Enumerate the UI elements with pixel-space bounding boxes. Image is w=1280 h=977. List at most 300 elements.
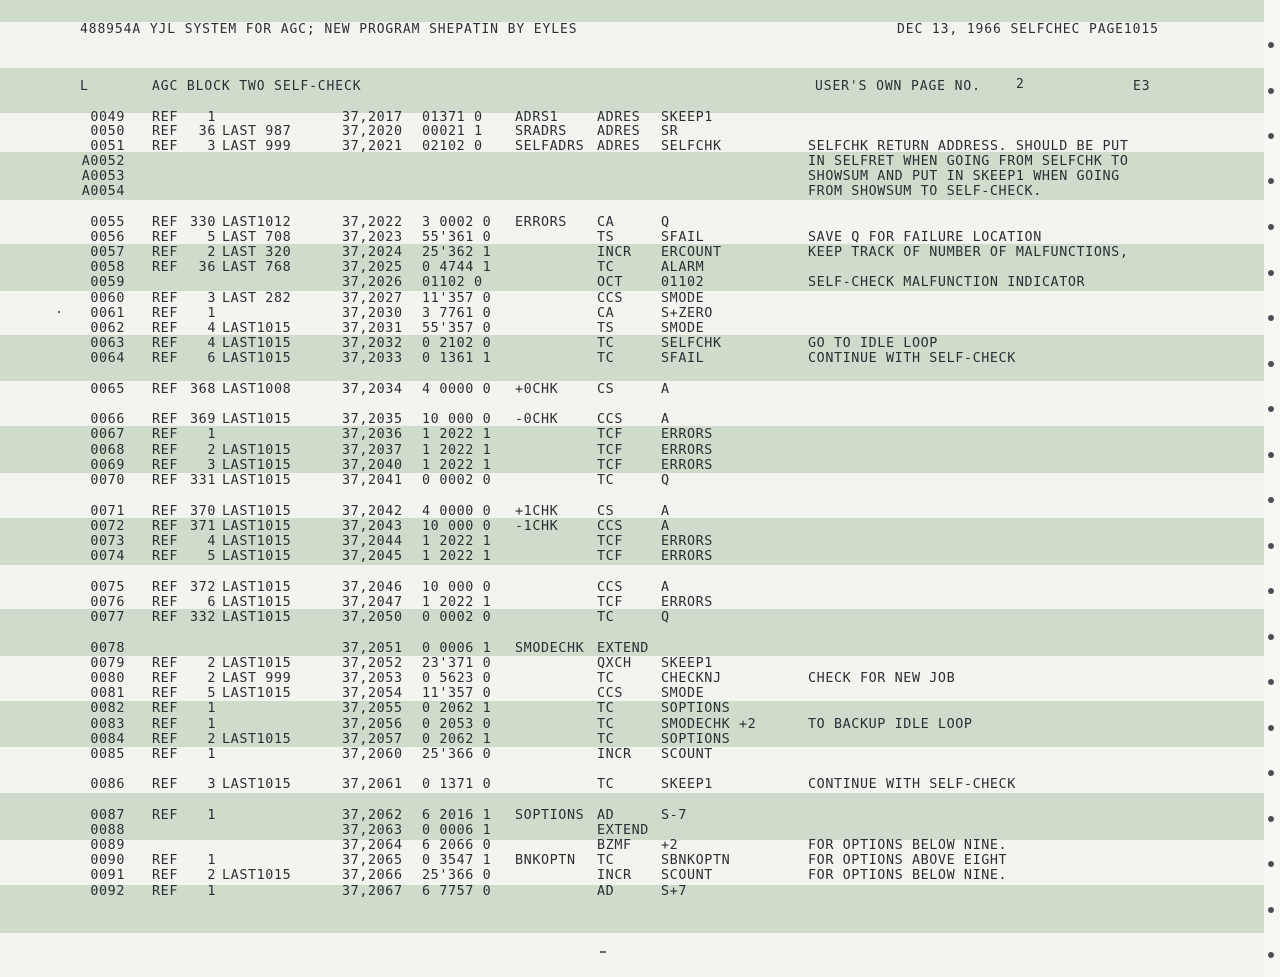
ref-keyword: REF — [152, 808, 178, 823]
opcode: EXTEND — [597, 641, 649, 656]
stray-mark — [58, 311, 60, 313]
memory-address: 37,2036 — [342, 427, 403, 442]
opcode: TC — [597, 701, 615, 716]
memory-address: 37,2044 — [342, 534, 403, 549]
memory-address: 37,2037 — [342, 443, 403, 458]
ref-count: 6 — [207, 351, 216, 366]
last-reference: LAST 999 — [222, 139, 292, 154]
last-reference: LAST1015 — [222, 610, 292, 625]
octal-value: 0 2053 0 — [422, 717, 492, 732]
symbol-label: SMODECHK — [515, 641, 585, 656]
operand: A — [661, 580, 670, 595]
opcode: TC — [597, 351, 615, 366]
line-number: A0052 — [81, 154, 125, 169]
octal-value: 25'366 0 — [422, 747, 492, 762]
memory-address: 37,2042 — [342, 504, 403, 519]
ref-count: 36 — [198, 124, 216, 139]
operand: ERRORS — [661, 595, 713, 610]
operand: ERRORS — [661, 549, 713, 564]
line-number: 0076 — [90, 595, 125, 610]
ref-keyword: REF — [152, 595, 178, 610]
last-reference: LAST1008 — [222, 382, 292, 397]
last-reference: LAST1015 — [222, 868, 292, 883]
last-reference: LAST1015 — [222, 534, 292, 549]
line-number: 0065 — [90, 382, 125, 397]
octal-value: 6 2066 0 — [422, 838, 492, 853]
operand: A — [661, 382, 670, 397]
operand: ERCOUNT — [661, 245, 722, 260]
ref-keyword: REF — [152, 519, 178, 534]
operand: Q — [661, 215, 670, 230]
ref-keyword: REF — [152, 610, 178, 625]
last-reference: LAST1015 — [222, 580, 292, 595]
line-number: 0062 — [90, 321, 125, 336]
page-header-right: DEC 13, 1966 SELFCHEC PAGE1015 — [897, 22, 1159, 37]
line-number: 0056 — [90, 230, 125, 245]
operand: SOPTIONS — [661, 701, 731, 716]
symbol-label: SOPTIONS — [515, 808, 585, 823]
operand: SR — [661, 124, 679, 139]
ref-count: 2 — [207, 732, 216, 747]
ref-count: 2 — [207, 245, 216, 260]
opcode: TC — [597, 732, 615, 747]
line-number: 0090 — [90, 853, 125, 868]
line-number: 0080 — [90, 671, 125, 686]
memory-address: 37,2026 — [342, 275, 403, 290]
operand: ALARM — [661, 260, 705, 275]
operand: SKEEP1 — [661, 110, 713, 125]
memory-address: 37,2063 — [342, 823, 403, 838]
comment: GO TO IDLE LOOP — [808, 336, 938, 351]
opcode: CS — [597, 382, 615, 397]
ref-count: 5 — [207, 686, 216, 701]
comment: SELF-CHECK MALFUNCTION INDICATOR — [808, 275, 1086, 290]
line-number: 0079 — [90, 656, 125, 671]
ref-keyword: REF — [152, 732, 178, 747]
memory-address: 37,2056 — [342, 717, 403, 732]
memory-address: 37,2021 — [342, 139, 403, 154]
memory-address: 37,2050 — [342, 610, 403, 625]
opcode: CS — [597, 504, 615, 519]
last-reference: LAST 768 — [222, 260, 292, 275]
octal-value: 3 7761 0 — [422, 306, 492, 321]
comment: CONTINUE WITH SELF-CHECK — [808, 351, 1016, 366]
opcode: TCF — [597, 549, 623, 564]
memory-address: 37,2027 — [342, 291, 403, 306]
octal-value: 0 2062 1 — [422, 701, 492, 716]
ref-count: 2 — [207, 656, 216, 671]
ref-keyword: REF — [152, 868, 178, 883]
memory-address: 37,2061 — [342, 777, 403, 792]
memory-address: 37,2052 — [342, 656, 403, 671]
octal-value: 0 3547 1 — [422, 853, 492, 868]
last-reference: LAST 987 — [222, 124, 292, 139]
operand: Q — [661, 473, 670, 488]
ref-count: 371 — [190, 519, 216, 534]
subheader-marker: L — [80, 79, 89, 94]
operand: SMODECHK +2 — [661, 717, 757, 732]
ref-count: 2 — [207, 671, 216, 686]
operand: ERRORS — [661, 534, 713, 549]
opcode: BZMF — [597, 838, 632, 853]
line-number: 0049 — [90, 110, 125, 125]
operand: S+7 — [661, 884, 687, 899]
line-number: 0082 — [90, 701, 125, 716]
ref-keyword: REF — [152, 382, 178, 397]
symbol-label: +0CHK — [515, 382, 559, 397]
symbol-label: +1CHK — [515, 504, 559, 519]
ref-keyword: REF — [152, 458, 178, 473]
ref-count: 3 — [207, 777, 216, 792]
last-reference: LAST1015 — [222, 473, 292, 488]
line-number: 0081 — [90, 686, 125, 701]
last-reference: LAST1012 — [222, 215, 292, 230]
octal-value: 00021 1 — [422, 124, 483, 139]
comment: IN SELFRET WHEN GOING FROM SELFCHK TO — [808, 154, 1129, 169]
operand: SKEEP1 — [661, 656, 713, 671]
octal-value: 0 2102 0 — [422, 336, 492, 351]
opcode: TC — [597, 473, 615, 488]
ref-keyword: REF — [152, 717, 178, 732]
ref-count: 2 — [207, 868, 216, 883]
operand: SFAIL — [661, 351, 705, 366]
ref-keyword: REF — [152, 139, 178, 154]
opcode: TC — [597, 717, 615, 732]
memory-address: 37,2057 — [342, 732, 403, 747]
comment: SHOWSUM AND PUT IN SKEEP1 WHEN GOING — [808, 169, 1120, 184]
memory-address: 37,2032 — [342, 336, 403, 351]
ref-count: 2 — [207, 443, 216, 458]
opcode: TCF — [597, 534, 623, 549]
operand: ERRORS — [661, 427, 713, 442]
octal-value: 3 0002 0 — [422, 215, 492, 230]
memory-address: 37,2066 — [342, 868, 403, 883]
line-number: 0061 — [90, 306, 125, 321]
ref-count: 6 — [207, 595, 216, 610]
line-number: 0086 — [90, 777, 125, 792]
line-number: 0088 — [90, 823, 125, 838]
operand: CHECKNJ — [661, 671, 722, 686]
ref-count: 368 — [190, 382, 216, 397]
ref-keyword: REF — [152, 260, 178, 275]
line-number: 0070 — [90, 473, 125, 488]
octal-value: 25'362 1 — [422, 245, 492, 260]
last-reference: LAST 999 — [222, 671, 292, 686]
operand: A — [661, 519, 670, 534]
line-number: 0058 — [90, 260, 125, 275]
last-reference: LAST1015 — [222, 549, 292, 564]
ref-keyword: REF — [152, 686, 178, 701]
line-number: 0083 — [90, 717, 125, 732]
last-reference: LAST 282 — [222, 291, 292, 306]
line-number: 0063 — [90, 336, 125, 351]
memory-address: 37,2045 — [342, 549, 403, 564]
octal-value: 11'357 0 — [422, 686, 492, 701]
ref-keyword: REF — [152, 671, 178, 686]
ref-count: 1 — [207, 717, 216, 732]
octal-value: 23'371 0 — [422, 656, 492, 671]
user-page-label: USER'S OWN PAGE NO. — [815, 79, 981, 94]
opcode: TC — [597, 777, 615, 792]
ref-count: 1 — [207, 747, 216, 762]
ref-keyword: REF — [152, 124, 178, 139]
opcode: OCT — [597, 275, 623, 290]
opcode: TC — [597, 671, 615, 686]
memory-address: 37,2062 — [342, 808, 403, 823]
symbol-label: ERRORS — [515, 215, 567, 230]
last-reference: LAST1015 — [222, 443, 292, 458]
opcode: INCR — [597, 747, 632, 762]
last-reference: LAST1015 — [222, 519, 292, 534]
opcode: TC — [597, 336, 615, 351]
symbol-label: BNKOPTN — [515, 853, 576, 868]
subheader-code: E3 — [1133, 79, 1151, 94]
octal-value: 10 000 0 — [422, 580, 492, 595]
ref-count: 1 — [207, 110, 216, 125]
memory-address: 37,2041 — [342, 473, 403, 488]
opcode: TCF — [597, 595, 623, 610]
ref-keyword: REF — [152, 549, 178, 564]
last-reference: LAST1015 — [222, 656, 292, 671]
user-page-number: 2 — [1016, 77, 1025, 92]
ref-keyword: REF — [152, 504, 178, 519]
comment: FOR OPTIONS BELOW NINE. — [808, 838, 1008, 853]
comment: CHECK FOR NEW JOB — [808, 671, 956, 686]
memory-address: 37,2020 — [342, 124, 403, 139]
line-number: 0078 — [90, 641, 125, 656]
memory-address: 37,2051 — [342, 641, 403, 656]
opcode: TS — [597, 321, 615, 336]
memory-address: 37,2047 — [342, 595, 403, 610]
opcode: AD — [597, 808, 615, 823]
comment: FOR OPTIONS BELOW NINE. — [808, 868, 1008, 883]
opcode: ADRES — [597, 139, 641, 154]
symbol-label: SRADRS — [515, 124, 567, 139]
line-number: 0067 — [90, 427, 125, 442]
opcode: TCF — [597, 443, 623, 458]
operand: SMODE — [661, 321, 705, 336]
last-reference: LAST 320 — [222, 245, 292, 260]
ref-count: 330 — [190, 215, 216, 230]
ref-count: 1 — [207, 853, 216, 868]
operand: SBNKOPTN — [661, 853, 731, 868]
octal-value: 0 0002 0 — [422, 610, 492, 625]
opcode: CCS — [597, 291, 623, 306]
memory-address: 37,2033 — [342, 351, 403, 366]
line-number: 0075 — [90, 580, 125, 595]
opcode: QXCH — [597, 656, 632, 671]
octal-value: 1 2022 1 — [422, 458, 492, 473]
comment: FOR OPTIONS ABOVE EIGHT — [808, 853, 1008, 868]
line-number: 0057 — [90, 245, 125, 260]
ref-keyword: REF — [152, 351, 178, 366]
line-number: 0084 — [90, 732, 125, 747]
octal-value: 1 2022 1 — [422, 443, 492, 458]
octal-value: 01371 0 — [422, 110, 483, 125]
octal-value: 0 1361 1 — [422, 351, 492, 366]
opcode: CCS — [597, 519, 623, 534]
opcode: TS — [597, 230, 615, 245]
operand: SCOUNT — [661, 747, 713, 762]
line-number: 0089 — [90, 838, 125, 853]
last-reference: LAST1015 — [222, 732, 292, 747]
memory-address: 37,2031 — [342, 321, 403, 336]
line-number: 0085 — [90, 747, 125, 762]
ref-count: 332 — [190, 610, 216, 625]
line-number: 0068 — [90, 443, 125, 458]
octal-value: 6 7757 0 — [422, 884, 492, 899]
line-number: 0092 — [90, 884, 125, 899]
ref-keyword: REF — [152, 884, 178, 899]
opcode: TC — [597, 260, 615, 275]
octal-value: 01102 0 — [422, 275, 483, 290]
operand: SMODE — [661, 291, 705, 306]
operand: ERRORS — [661, 458, 713, 473]
page-header-left: 488954A YJL SYSTEM FOR AGC; NEW PROGRAM SHEPATIN BY EYLES — [80, 22, 578, 37]
operand: SFAIL — [661, 230, 705, 245]
ref-keyword: REF — [152, 291, 178, 306]
operand: SELFCHK — [661, 336, 722, 351]
line-number: 0050 — [90, 124, 125, 139]
ref-keyword: REF — [152, 473, 178, 488]
line-number: 0069 — [90, 458, 125, 473]
comment: FROM SHOWSUM TO SELF-CHECK. — [808, 184, 1042, 199]
octal-value: 4 0000 0 — [422, 382, 492, 397]
octal-value: 1 2022 1 — [422, 427, 492, 442]
ref-keyword: REF — [152, 306, 178, 321]
opcode: TC — [597, 853, 615, 868]
line-number: 0074 — [90, 549, 125, 564]
symbol-label: -0CHK — [515, 412, 559, 427]
octal-value: 4 0000 0 — [422, 504, 492, 519]
opcode: ADRES — [597, 124, 641, 139]
memory-address: 37,2060 — [342, 747, 403, 762]
ref-keyword: REF — [152, 777, 178, 792]
ref-count: 1 — [207, 884, 216, 899]
line-number: 0091 — [90, 868, 125, 883]
ref-count: 3 — [207, 458, 216, 473]
last-reference: LAST1015 — [222, 686, 292, 701]
octal-value: 0 1371 0 — [422, 777, 492, 792]
opcode: EXTEND — [597, 823, 649, 838]
stray-mark — [600, 951, 606, 953]
ref-keyword: REF — [152, 336, 178, 351]
line-number: 0087 — [90, 808, 125, 823]
octal-value: 1 2022 1 — [422, 549, 492, 564]
last-reference: LAST1015 — [222, 336, 292, 351]
line-number: A0053 — [81, 169, 125, 184]
ref-keyword: REF — [152, 656, 178, 671]
octal-value: 0 0006 1 — [422, 641, 492, 656]
memory-address: 37,2055 — [342, 701, 403, 716]
operand: +2 — [661, 838, 679, 853]
memory-address: 37,2064 — [342, 838, 403, 853]
memory-address: 37,2023 — [342, 230, 403, 245]
ref-keyword: REF — [152, 580, 178, 595]
ref-count: 1 — [207, 427, 216, 442]
ref-count: 3 — [207, 291, 216, 306]
ref-keyword: REF — [152, 853, 178, 868]
memory-address: 37,2030 — [342, 306, 403, 321]
opcode: AD — [597, 884, 615, 899]
ref-keyword: REF — [152, 427, 178, 442]
opcode: INCR — [597, 868, 632, 883]
octal-value: 10 000 0 — [422, 519, 492, 534]
memory-address: 37,2024 — [342, 245, 403, 260]
ref-keyword: REF — [152, 412, 178, 427]
last-reference: LAST1015 — [222, 458, 292, 473]
octal-value: 0 0006 1 — [422, 823, 492, 838]
memory-address: 37,2022 — [342, 215, 403, 230]
ref-count: 331 — [190, 473, 216, 488]
ref-count: 370 — [190, 504, 216, 519]
operand: ERRORS — [661, 443, 713, 458]
octal-value: 55'361 0 — [422, 230, 492, 245]
line-number: 0059 — [90, 275, 125, 290]
opcode: CCS — [597, 412, 623, 427]
operand: Q — [661, 610, 670, 625]
memory-address: 37,2053 — [342, 671, 403, 686]
symbol-label: -1CHK — [515, 519, 559, 534]
last-reference: LAST1015 — [222, 595, 292, 610]
octal-value: 0 2062 1 — [422, 732, 492, 747]
ref-count: 1 — [207, 701, 216, 716]
line-number: 0064 — [90, 351, 125, 366]
ref-keyword: REF — [152, 534, 178, 549]
opcode: TCF — [597, 458, 623, 473]
last-reference: LAST1015 — [222, 777, 292, 792]
line-number: 0077 — [90, 610, 125, 625]
line-number: 0055 — [90, 215, 125, 230]
opcode: ADRES — [597, 110, 641, 125]
opcode: CCS — [597, 686, 623, 701]
line-number: 0072 — [90, 519, 125, 534]
ref-count: 4 — [207, 336, 216, 351]
operand: A — [661, 504, 670, 519]
tractor-feed-edge — [1264, 0, 1280, 977]
last-reference: LAST1015 — [222, 412, 292, 427]
ref-keyword: REF — [152, 443, 178, 458]
operand: SELFCHK — [661, 139, 722, 154]
opcode: CA — [597, 215, 615, 230]
ref-keyword: REF — [152, 701, 178, 716]
operand: S+ZERO — [661, 306, 713, 321]
line-number: 0066 — [90, 412, 125, 427]
ref-keyword: REF — [152, 230, 178, 245]
memory-address: 37,2035 — [342, 412, 403, 427]
memory-address: 37,2025 — [342, 260, 403, 275]
ref-keyword: REF — [152, 321, 178, 336]
ref-count: 36 — [198, 260, 216, 275]
line-number: 0060 — [90, 291, 125, 306]
line-number: 0051 — [90, 139, 125, 154]
ref-count: 5 — [207, 549, 216, 564]
symbol-label: ADRS1 — [515, 110, 559, 125]
operand: SOPTIONS — [661, 732, 731, 747]
operand: SKEEP1 — [661, 777, 713, 792]
comment: SELFCHK RETURN ADDRESS. SHOULD BE PUT — [808, 139, 1129, 154]
subheader-title: AGC BLOCK TWO SELF-CHECK — [152, 79, 362, 94]
operand: S-7 — [661, 808, 687, 823]
opcode: INCR — [597, 245, 632, 260]
ref-keyword: REF — [152, 747, 178, 762]
comment: TO BACKUP IDLE LOOP — [808, 717, 973, 732]
last-reference: LAST1015 — [222, 504, 292, 519]
ref-keyword: REF — [152, 215, 178, 230]
ref-keyword: REF — [152, 110, 178, 125]
opcode: CA — [597, 306, 615, 321]
symbol-label: SELFADRS — [515, 139, 585, 154]
